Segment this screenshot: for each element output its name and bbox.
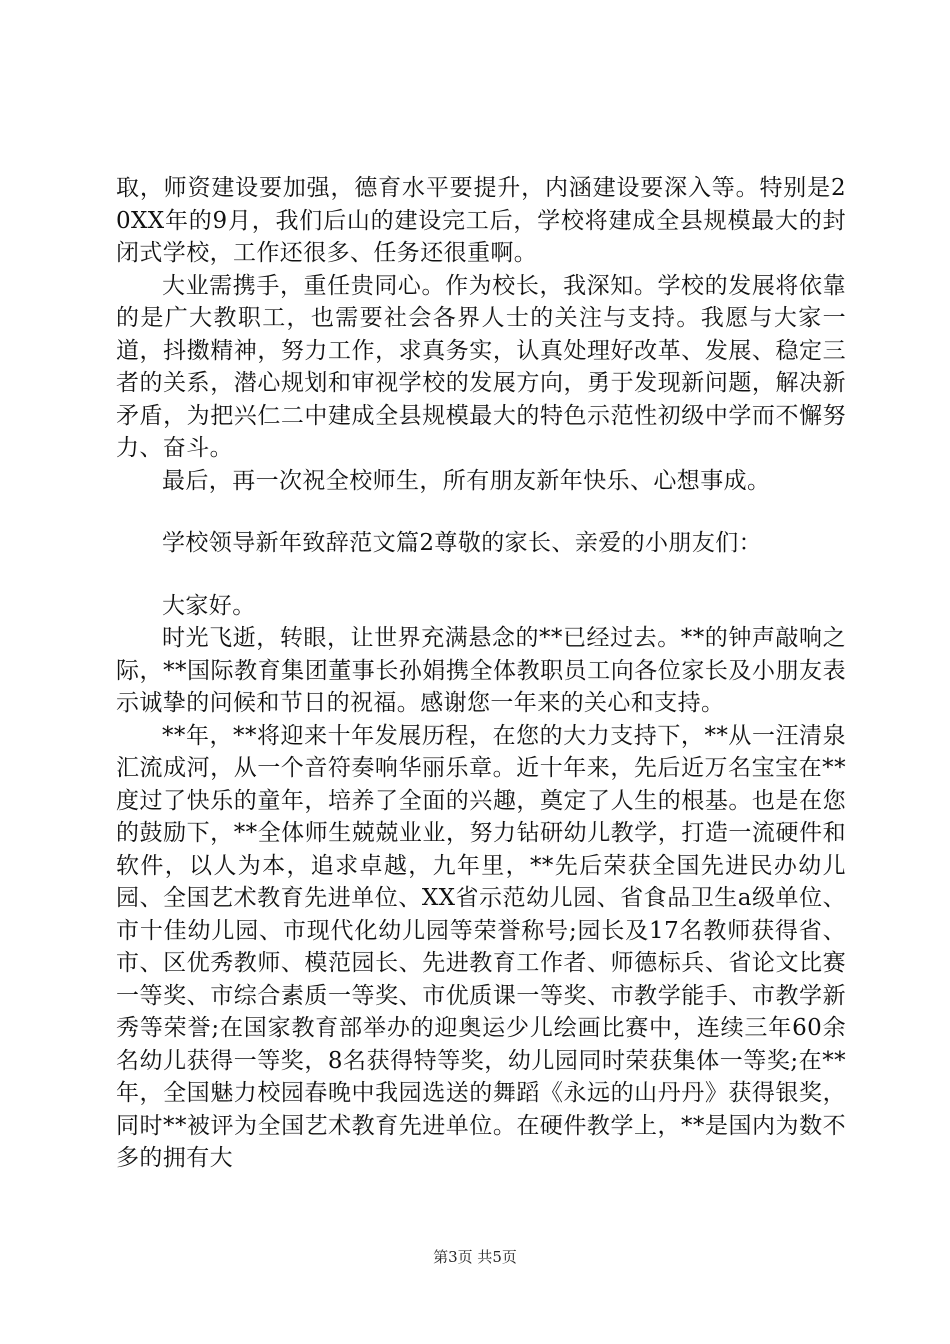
paragraph-closing-wishes: 最后，再一次祝全校师生，所有朋友新年快乐、心想事成。 — [162, 467, 771, 494]
paragraph-greeting: 大家好。 — [162, 592, 256, 619]
paragraph-achievements: **年，**将迎来十年发展历程，在您的大力支持下，**从一汪清泉汇流成河，从一个音符奏响华丽乐章。近十年来，先后近万名宝宝在**度过了快乐的童年，培养了全面的兴趣，奠定了人生的根基。也是在您的鼓励下，**全体师生兢兢业业，努力钻研幼儿教学，打造一流硬件和软件，以人为本，追求卓越，九年里，**先后荣获全国先进民办幼儿园、全国艺术教育先进单位、XX省示范幼儿园、省食品卫生a级单位、市十佳幼儿园、市现代化幼儿园等荣誉称号;园长及17名教师获得省、市、区优秀教师、模范园长、先进教育工作者、师德标兵、省论文比赛一等奖、市综合素质一等奖、市优质课一等奖、市教学能手、市教学新秀等荣誉;在国家教育部举办的迎奥运少儿绘画比赛中，连续三年60余名幼儿获得一等奖，8名获得特等奖，幼儿园同时荣获集体一等奖;在**年，全国魅力校园春晚中我园选送的舞蹈《永远的山丹丹》获得银奖，同时**被评为全国艺术教育先进单位。在硬件教学上，**是国内为数不多的拥有大 — [116, 722, 846, 1171]
paragraph-new-year-intro: 时光飞逝，转眼，让世界充满悬念的**已经过去。**的钟声敲响之际，**国际教育集团董事长孙娟携全体教职员工向各位家长及小朋友表示诚挚的问候和节日的祝福。感谢您一年来的关心和支持。 — [116, 625, 846, 716]
document-body — [116, 172, 846, 1175]
paragraph-continuation: 取，师资建设要加强，德育水平要提升，内涵建设要深入等。特别是20XX年的9月，我们后山的建设完工后，学校将建成全县规模最大的封闭式学校，工作还很多、任务还很重啊。 — [116, 175, 846, 266]
section-heading-sample-2: 学校领导新年致辞范文篇2尊敬的家长、亲爱的小朋友们： — [162, 530, 763, 556]
paragraph-principal-commitment: 大业需携手，重任贵同心。作为校长，我深知。学校的发展将依靠的是广大教职工，也需要社会各界人士的关注与支持。我愿与大家一道，抖擞精神，努力工作，求真务实，认真处理好改革、发展、稳定三者的关系，潜心规划和审视学校的发展方向，勇于发现新问题，解决新矛盾，为把兴仁二中建成全县规模最大的特色示范性初级中学而不懈努力、奋斗。 — [116, 272, 846, 461]
page-number-footer: 第3页 共5页 — [433, 1248, 517, 1266]
